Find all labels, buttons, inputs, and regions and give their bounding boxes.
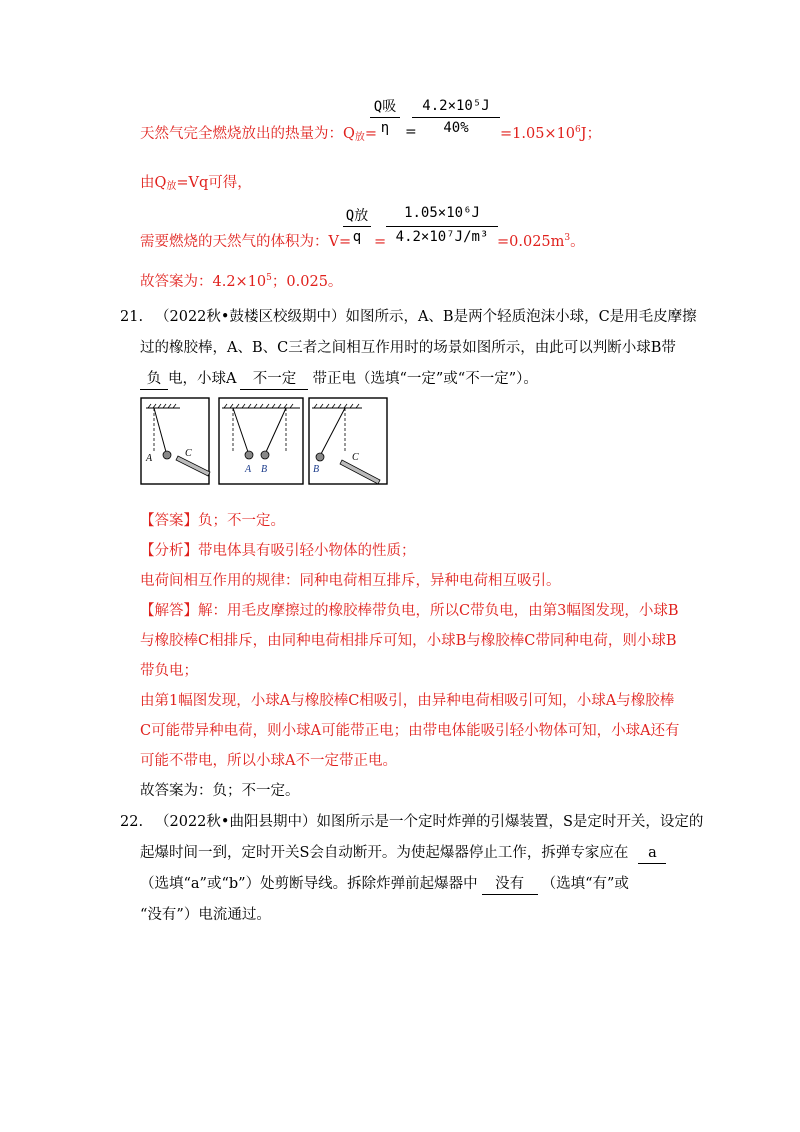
question-22-line-3 [140, 874, 629, 895]
equals-sign: = [405, 124, 417, 140]
fraction-bar [343, 226, 371, 227]
solution-line-3: 带负电； [140, 663, 198, 679]
final-rest: ；0.025。 [271, 274, 343, 290]
line-3-start: （选填“a”或“b”）处剪断导线。拆除炸弹前起爆器中 [140, 876, 478, 892]
fraction-denominator: 4.2×10⁷J/m³ [395, 229, 489, 245]
solution-line-2: 与橡胶棒C相排斥，由同种电荷相排斥可知，小球B与橡胶棒C带同种电荷，则小球B [140, 633, 677, 649]
answer-blank-2: 不一定 [240, 369, 308, 390]
solution-line-4: 由第1幅图发现，小球A与橡胶棒C相吸引，由异种电荷相吸引可知，小球A与橡胶棒 [140, 693, 675, 709]
label-c: C [185, 448, 192, 459]
fraction-numerator: Q吸 [373, 99, 397, 115]
volume-result-end: 。 [570, 234, 585, 250]
heat-result-value: =1.05×10 [500, 126, 576, 142]
fraction-numerator: Q放 [345, 208, 369, 224]
label-a: A [146, 453, 153, 464]
pendulum-figures [140, 396, 540, 486]
question-22-line-1: （2022秋•曲阳县期中）如图所示是一个定时炸弹的引爆装置，S是定时开关，设定的 [155, 814, 704, 830]
volume-line [140, 232, 351, 252]
question-number: 22. [120, 814, 144, 830]
volume-result-exponent: 3 [564, 233, 571, 243]
question-number: 21. [120, 309, 144, 325]
volume-result [497, 232, 585, 252]
fraction-bar [386, 226, 498, 227]
analysis-line-1: 【分析】带电体具有吸引轻小物体的性质； [140, 543, 416, 559]
heat-result-unit: J； [580, 126, 602, 142]
label-a-2: A [245, 464, 252, 475]
heat-line-equals: = [364, 126, 378, 142]
q-vq-rest: =Vq可得， [176, 175, 252, 191]
fraction-q-absorb-over-eta [370, 96, 400, 116]
heat-release-line [140, 124, 377, 144]
figure-3-frame [309, 398, 387, 484]
ball-a [163, 451, 171, 459]
fraction-numerator: 1.05×10⁶J [404, 205, 480, 221]
line-3-mid: 电，小球A [168, 371, 237, 387]
answer-label: 【答案】负；不一定。 [140, 513, 285, 529]
answer-blank-1: a [638, 843, 666, 864]
fraction-numerator: 4.2×10⁵J [422, 98, 490, 114]
heat-line-prefix: 天然气完全燃烧放出的热量为：Q [140, 126, 355, 142]
solution-line-5: C可能带异种电荷，则小球A可能带正电；由带电体能吸引轻小物体可知，小球A还有 [140, 723, 680, 739]
final-exponent: 5 [266, 273, 272, 283]
fraction-denominator: η [380, 120, 390, 136]
final-prefix: 故答案为：4.2×10 [140, 274, 267, 290]
heat-result-exponent: 6 [575, 125, 581, 135]
question-22-line-2 [140, 843, 666, 864]
fraction-denominator: 40% [443, 120, 469, 136]
volume-result-value: =0.025m [497, 234, 565, 250]
fraction-bar [370, 117, 400, 118]
question-21-line-1: （2022秋•鼓楼区校级期中）如图所示，A、B是两个轻质泡沫小球，C是用毛皮摩擦 [155, 309, 697, 325]
ball-b-2 [261, 451, 269, 459]
fraction-bar [412, 117, 500, 118]
q-vq-prefix: 由Q [140, 175, 167, 191]
solution-line-6: 可能不带电，所以小球A不一定带正电。 [140, 753, 397, 769]
label-b-2: B [261, 464, 268, 475]
analysis-line-2: 电荷间相互作用的规律：同种电荷相互排斥，异种电荷相互吸引。 [140, 573, 561, 589]
solution-line-1: 【解答】解：用毛皮摩擦过的橡胶棒带负电，所以C带负电，由第3幅图发现，小球B [140, 603, 679, 619]
line-3-end: 带正电（选填“一定”或“不一定”）。 [312, 371, 538, 387]
label-b-3: B [313, 464, 320, 475]
line-2-text: 起爆时间一到，定时开关S会自动断开。为使起爆器停止工作，拆弹专家应在 [140, 845, 629, 861]
subscript-fang: 放 [354, 132, 365, 143]
ball-b-3 [316, 453, 324, 461]
question-21-line-2: 过的橡胶棒，A、B、C三者之间相互作用时的场景如图所示，由此可以判断小球B带 [140, 340, 676, 356]
fraction-denominator: q [352, 229, 362, 245]
line-3-end: （选填“有”或 [541, 876, 629, 892]
question-21-line-3 [140, 369, 538, 390]
answer-blank-2: 没有 [482, 874, 538, 895]
answer-blank-1: 负 [140, 369, 168, 390]
answer-20-final [140, 272, 342, 292]
question-22-line-4: “没有”）电流通过。 [140, 907, 271, 923]
ball-a-2 [245, 451, 253, 459]
volume-equals: = [374, 234, 387, 250]
volume-prefix: 需要燃烧的天然气的体积为：V= [140, 234, 352, 250]
final-answer-line: 故答案为：负；不一定。 [140, 783, 300, 799]
q-vq-line [140, 173, 252, 193]
heat-result [500, 124, 601, 144]
label-c-3: C [352, 452, 359, 463]
subscript-fang-2: 放 [166, 181, 177, 192]
